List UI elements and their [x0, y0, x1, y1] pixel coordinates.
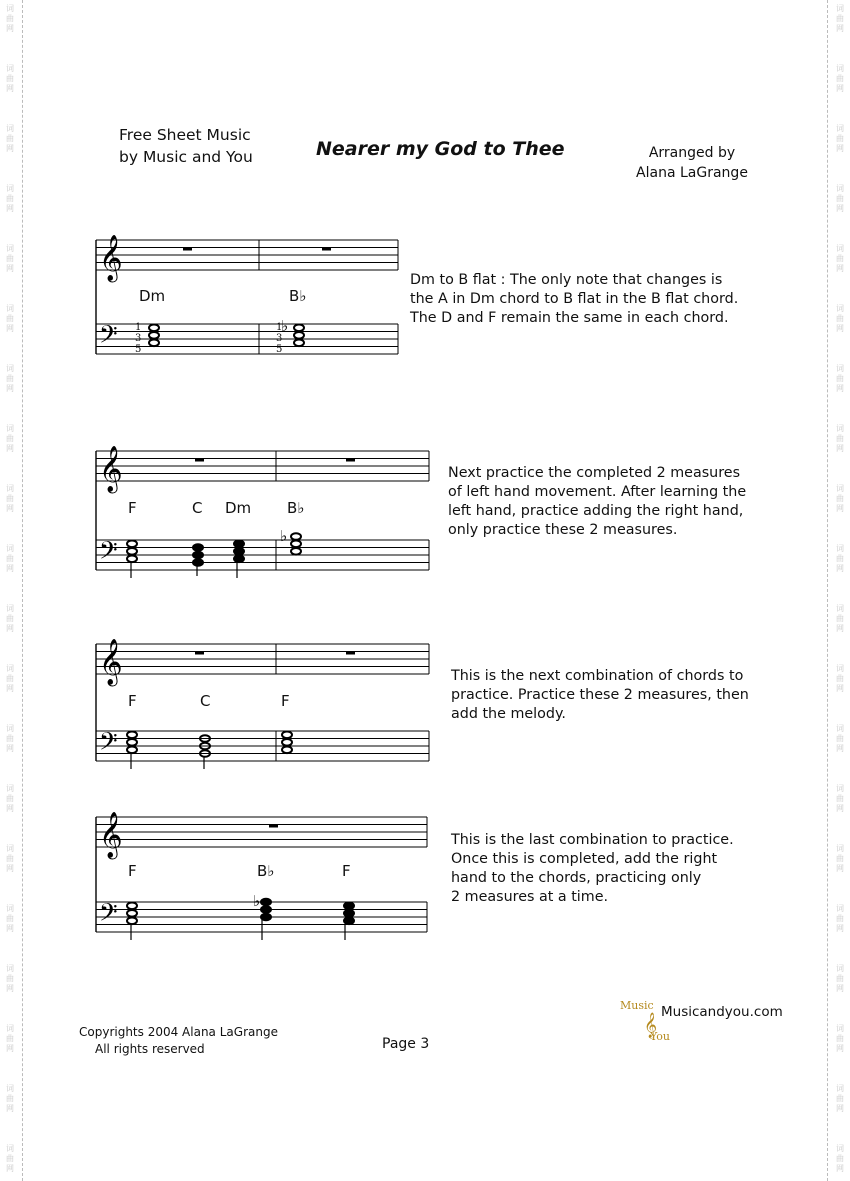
instruction-line: hand to the chords, practicing only [451, 870, 702, 886]
fingering: 5 [276, 344, 283, 355]
header-arranger-line1: Arranged by [648, 145, 736, 161]
bass-clef-icon: 𝄢 [99, 536, 118, 570]
flat-icon: ♭ [281, 317, 289, 335]
watermark-glyph: 词 曲 网 [836, 724, 844, 753]
chord-label: Dm [225, 499, 252, 517]
instruction-line: Dm to B flat : The only note that changes is [410, 272, 723, 288]
watermark-glyph: 词 曲 网 [6, 904, 14, 933]
watermark-glyph: 词 曲 网 [6, 424, 14, 453]
chord-label: B♭ [289, 287, 307, 305]
watermark-glyph: 词 曲 网 [836, 844, 844, 873]
watermark-glyph: 词 曲 网 [6, 484, 14, 513]
logo-line1: Music [620, 999, 654, 1012]
watermark-glyph: 词 曲 网 [6, 4, 14, 33]
watermark-glyph: 词 曲 网 [6, 844, 14, 873]
watermark-glyph: 词 曲 网 [836, 364, 844, 393]
fingering: 5 [135, 344, 142, 355]
page-number: Page 3 [382, 1036, 430, 1052]
watermark-glyph: 词 曲 网 [836, 64, 844, 93]
bass-clef-icon: 𝄢 [99, 320, 118, 354]
instruction-line: This is the last combination to practice. [451, 832, 734, 848]
chord-label: F [128, 499, 137, 517]
chord-label: F [128, 862, 137, 880]
watermark-glyph: 词 曲 网 [836, 784, 844, 813]
watermark-glyph: 词 曲 网 [836, 424, 844, 453]
chord-label: B♭ [257, 862, 275, 880]
watermark-glyph: 词 曲 网 [836, 1144, 844, 1173]
watermark-glyph: 词 曲 网 [6, 64, 14, 93]
watermark-glyph: 词 曲 网 [836, 604, 844, 633]
chord-label: Dm [139, 287, 166, 305]
instruction-line: left hand, practice adding the right hand, [448, 503, 744, 519]
flat-icon: ♭ [253, 892, 261, 910]
watermark-glyph: 词 曲 网 [6, 784, 14, 813]
watermark-glyph: 词 曲 网 [836, 244, 844, 273]
instruction-line: the A in Dm chord to B flat in the B flat chord. [410, 291, 739, 307]
watermark-glyph: 词 曲 网 [6, 544, 14, 573]
fingering: 3 [135, 333, 142, 344]
footer-copyright [79, 1024, 278, 1058]
instruction-text [451, 831, 811, 907]
chord-notes [127, 899, 354, 940]
instruction-line: The D and F remain the same in each chord. [410, 310, 729, 326]
watermark-glyph: 词 曲 网 [836, 1084, 844, 1113]
watermark-glyph: 词 曲 网 [6, 724, 14, 753]
watermark-glyph: 词 曲 网 [6, 604, 14, 633]
whole-rest-icon [269, 825, 278, 828]
header-publisher-line1: Free Sheet Music [119, 126, 251, 144]
instruction-line: Once this is completed, add the right [451, 851, 718, 867]
logo-clef-icon: 𝄞 [644, 1013, 658, 1038]
instruction-line: of left hand movement. After learning the [448, 484, 747, 500]
chord-label: F [128, 692, 137, 710]
watermark-glyph: 词 曲 网 [836, 304, 844, 333]
flat-icon: ♭ [280, 527, 288, 545]
watermark-glyph: 词 曲 网 [836, 1024, 844, 1053]
bass-clef-icon: 𝄢 [99, 898, 118, 932]
fingering: 3 [276, 333, 283, 344]
treble-clef-icon: 𝄞 [99, 812, 123, 858]
fingering: 1 [135, 322, 142, 333]
instruction-line: practice. Practice these 2 measures, then [451, 687, 749, 703]
watermark-glyph: 词 曲 网 [836, 664, 844, 693]
chord-label: F [281, 692, 290, 710]
watermark-glyph: 词 曲 网 [836, 4, 844, 33]
treble-clef-icon: 𝄞 [99, 446, 123, 492]
header-arranger-line2: Alana LaGrange [636, 165, 748, 181]
watermark-glyph: 词 曲 网 [6, 964, 14, 993]
watermark-glyph: 词 曲 网 [836, 124, 844, 153]
header-publisher-line2: by Music and You [119, 148, 253, 166]
treble-clef-icon: 𝄞 [99, 639, 123, 685]
watermark-glyph: 词 曲 网 [6, 664, 14, 693]
watermark-glyph: 词 曲 网 [836, 544, 844, 573]
watermark-glyph: 词 曲 网 [6, 1084, 14, 1113]
watermark-glyph: 词 曲 网 [6, 1024, 14, 1053]
instruction-line: add the melody. [451, 706, 566, 722]
instruction-line: 2 measures at a time. [451, 889, 609, 905]
website-link[interactable]: Musicandyou.com [661, 1004, 783, 1020]
bass-clef-icon: 𝄢 [99, 727, 118, 761]
watermark-glyph: 词 曲 网 [6, 124, 14, 153]
watermark-glyph: 词 曲 网 [6, 364, 14, 393]
chord-label: C [192, 499, 203, 517]
chord-label: B♭ [287, 499, 305, 517]
watermark-glyph: 词 曲 网 [836, 484, 844, 513]
watermark-glyph: 词 曲 网 [836, 904, 844, 933]
watermark-glyph: 词 曲 网 [6, 304, 14, 333]
fingering: 1 [276, 322, 283, 333]
instruction-line: Next practice the completed 2 measures [448, 465, 741, 481]
watermark-glyph: 词 曲 网 [6, 184, 14, 213]
watermark-glyph: 词 曲 网 [836, 184, 844, 213]
chord-label: F [342, 862, 351, 880]
watermark-glyph: 词 曲 网 [6, 1144, 14, 1173]
rights-line: All rights reserved [95, 1042, 205, 1056]
page-title: Nearer my God to Thee [316, 138, 565, 160]
logo-line2: You [650, 1030, 671, 1043]
chord-label: C [200, 692, 211, 710]
watermark-glyph: 词 曲 网 [6, 244, 14, 273]
instruction-line: This is the next combination of chords to [451, 668, 744, 684]
copyright-line: Copyrights 2004 Alana LaGrange [79, 1025, 278, 1039]
instruction-line: only practice these 2 measures. [448, 522, 678, 538]
watermark-glyph: 词 曲 网 [836, 964, 844, 993]
treble-clef-icon: 𝄞 [99, 235, 123, 281]
